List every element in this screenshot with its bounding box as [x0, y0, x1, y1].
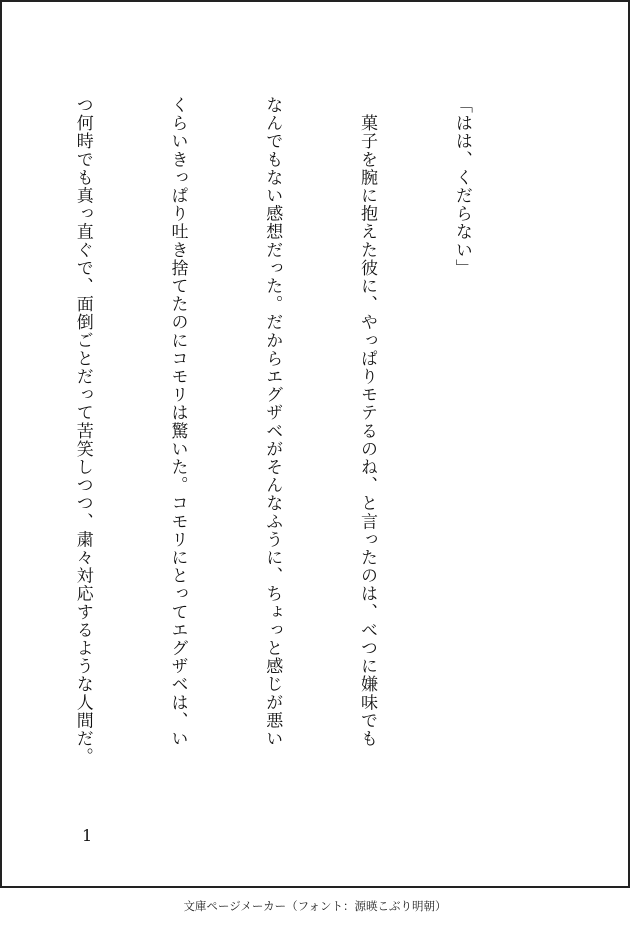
vertical-text-body: [72, 96, 540, 808]
footer-caption: 文庫ページメーカー（フォント：源暎こぶり明朝）: [183, 899, 447, 913]
text-line: [0, 96, 3, 808]
text-line: 菓子を腕に抱えた彼に、やっぱりモテるのね、と言ったのは、べつに嫌味でも: [357, 96, 378, 748]
page-number: 1: [82, 826, 93, 845]
text-line: なんでもない感想だった。だからエグザベがそんなふうに、ちょっと感じが悪い: [262, 96, 283, 748]
text-line: 「はは、くだらない」: [451, 96, 472, 277]
text-line: つ何時でも真っ直ぐで、面倒ごとだって苦笑しつつ、粛々対応するような人間だ。: [72, 96, 93, 766]
text-line: くらいきっぱり吐き捨てたのにコモリは驚いた。コモリにとってエグザベは、い: [167, 96, 188, 748]
